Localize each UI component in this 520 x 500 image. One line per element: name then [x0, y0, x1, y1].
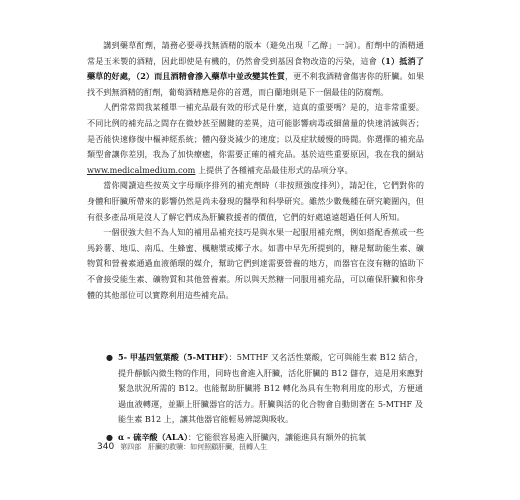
paragraph-text: 上提供了各種補充品最佳形式的品項分享。: [195, 164, 353, 175]
paragraph-text: ，更不利我酒精會傷害你的肝臟。如果找不到無酒精的酊劑，葡萄酒精應是你的首選，而白蘭地則是下一個最佳的防腐劑。: [87, 71, 424, 97]
list-item-text: ：5MTHF 又名活性葉酸，它可與能生素 B12 結合，提升靜脈內微生物的作用，同時也會進入肝臟，活化肝臟的 B12 儲存，這是用來應對緊急狀況所需的 B12。也能幫助肝臟將 B12 轉化為具有生物利用度的形式，方便通過血液轉運，並顯上肝臟器官的活力。肝臟與活的化合物會自動則著在 5-MTHF 及能生素 B12 上，讓其他器官能輕易辨認與吸收。: [118, 352, 423, 425]
paragraph-tincture: [87, 38, 424, 100]
paragraph-text: 講到藥草酊劑，請務必要尋找無酒精的版本（避免出現「乙醇」一詞）。酊劑中的酒精通常是玉米製的酒精，因此即使是有機的，仍然會受到基因食物改造的污染，這會: [87, 40, 424, 66]
bullet-icon: ●: [106, 432, 113, 442]
running-footer: 第四部 肝臟的救贖：如何照顧肝臟，扭轉人生: [120, 443, 268, 451]
list-item-text: ：它能很容易進入肝臟內，讓能進具有額外的抗氧: [187, 431, 366, 442]
paragraph-text: 人們常常問我某種單一補充品最有效的形式是什麼，這真的重要嗎？是的，這非常重要。不同比例的補充品之間存在微妙甚至關鍵的差異，這可能影響病毒或細菌量的快速消滅與否；是否能快速修復中樞神經系統；體內發炎減少的速度；以及症狀緩慢的時間。你選擇的補充品類型會讓你差別，我為了加快療癒，你需要正確的補充品。基於這些重要原因，我在我的網站: [87, 102, 424, 160]
supplement-list: [106, 350, 423, 448]
paragraph-alphabetical: 當你閱讀這些按英文字母順序排列的補充劑時（非按照強度排列），請記住，它們對你的身體和肝臟所帶來的影響仍然是尚未發現的醫學和科學研究。雖然少數幾種在研究範圍內，但有很多產品項是沒人了解它們成為肝臟救援者的價值，它們的好處遠遠超過任何人所知。: [87, 180, 424, 222]
page-footer: [97, 442, 267, 452]
list-item: [106, 350, 423, 428]
bullet-icon: ●: [106, 353, 113, 362]
bold-emphasis: （1）抵消了藥草的好處，（2）而且酒精會滲入藥草中並改變其性質: [87, 55, 424, 82]
body-text: [87, 38, 424, 303]
paragraph-fruit-tip: 一個很強大但不為人知的補用品補充技巧是與水果一起服用補充劑，例如搭配香蕉或一些馬鈴薯、地瓜、南瓜、生蜂蜜、楓糖漿或椰子水。如書中早先所提到的，糖是幫助能生素、礦物質和營養素通過血液循環的媒介，幫助它們到達需要營養的地方，而器官在沒有糖的協助下不會接受能生素、礦物質和其他營養素。所以與天然糖一同服用補充品，可以確保肝臟和你身體的其他部位可以實際利用這些補充品。: [87, 227, 424, 300]
paragraph-supplement-forms: [87, 100, 424, 178]
website-link[interactable]: www.medicalmedium.com: [87, 164, 196, 175]
page-number: 340: [97, 442, 115, 452]
list-item-term: α - 硫辛酸（ALA）: [118, 431, 188, 442]
list-item-term: 5- 甲基四氫葉酸（5-MTHF）: [118, 352, 229, 362]
